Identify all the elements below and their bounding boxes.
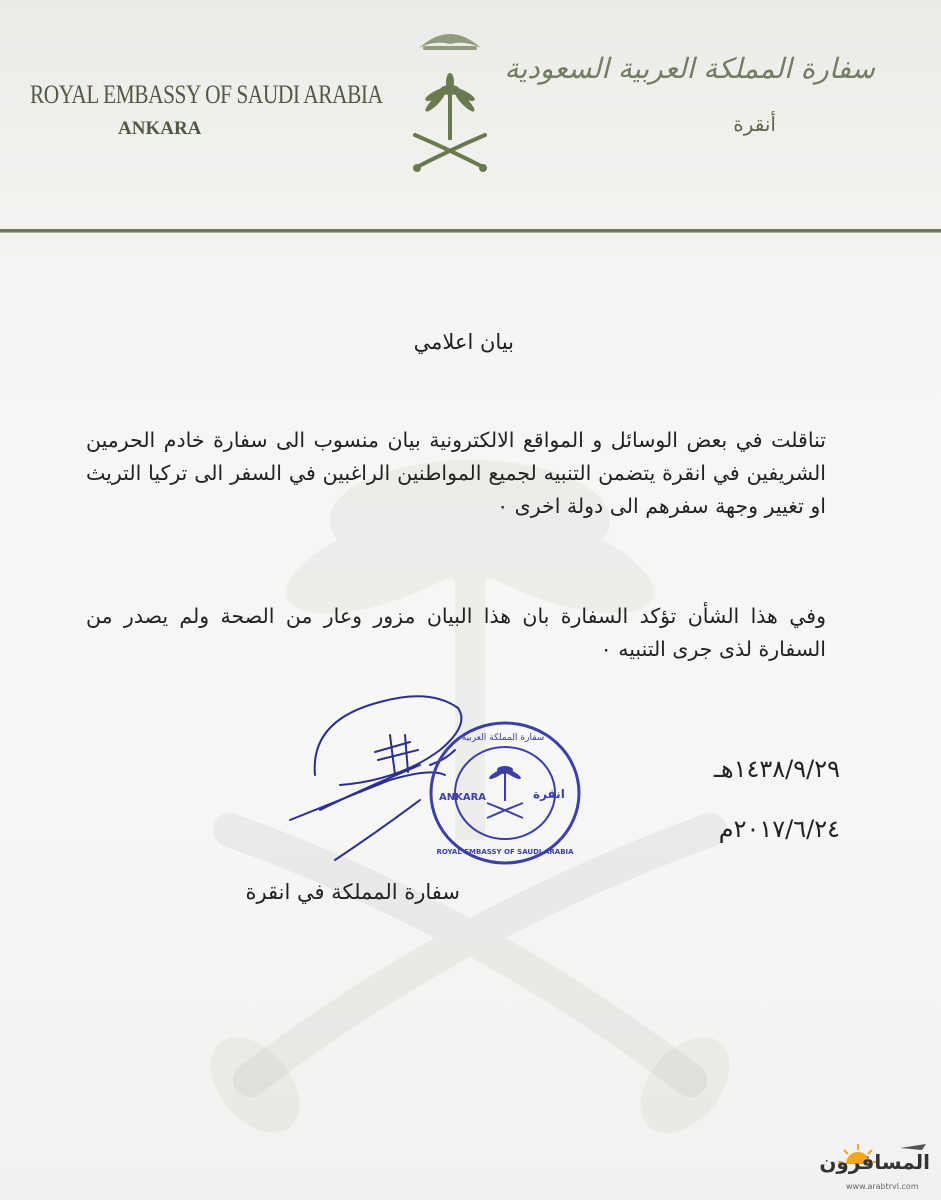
stamp-ankara-label: ANKARA <box>439 792 487 803</box>
letterhead-divider <box>0 229 941 232</box>
stamp-arabic-city: انقرة <box>533 787 565 801</box>
letterhead <box>0 0 941 240</box>
embassy-stamp <box>425 718 585 868</box>
embassy-name-english: ROYAL EMBASSY OF SAUDI ARABIA <box>30 80 383 109</box>
stamp-english-text: ROYAL EMBASSY OF SAUDI ARABIA <box>436 848 574 856</box>
stamp-arabic-text: سفارة المملكة العربية <box>461 733 545 743</box>
site-watermark-name: المسافرون <box>819 1150 930 1174</box>
date-hijri: ١٤٣٨/٩/٢٩هـ <box>713 755 840 783</box>
statement-paragraph-2: وفي هذا الشأن تؤكد السفارة بان هذا البيان مزور وعار من الصحة ولم يصدر من السفارة لذى جرى التنبيه ٠ <box>86 604 826 661</box>
embassy-name-arabic: سفارة المملكة العربية السعودية <box>504 52 875 85</box>
embassy-city-arabic: أنقرة <box>733 112 776 136</box>
site-watermark-url: www.arabtrvl.com <box>846 1182 919 1191</box>
date-gregorian: ٢٠١٧/٦/٢٤م <box>718 815 840 843</box>
embassy-city-english: ANKARA <box>118 118 202 139</box>
signatory: سفارة المملكة في انقرة <box>245 880 460 904</box>
statement-title: بيان اعلامي <box>413 330 514 354</box>
statement-paragraph-1: تناقلت في بعض الوسائل و المواقع الالكترونية بيان منسوب الى سفارة خادم الحرمين الشريفين في انقرة يتضمن التنبيه لجميع المواطنين الراغبين في السفر الى تركيا التريث او تغيير وجهة سفرهم الى دولة اخرى ٠ <box>86 428 826 518</box>
saudi-emblem-icon <box>405 10 495 175</box>
